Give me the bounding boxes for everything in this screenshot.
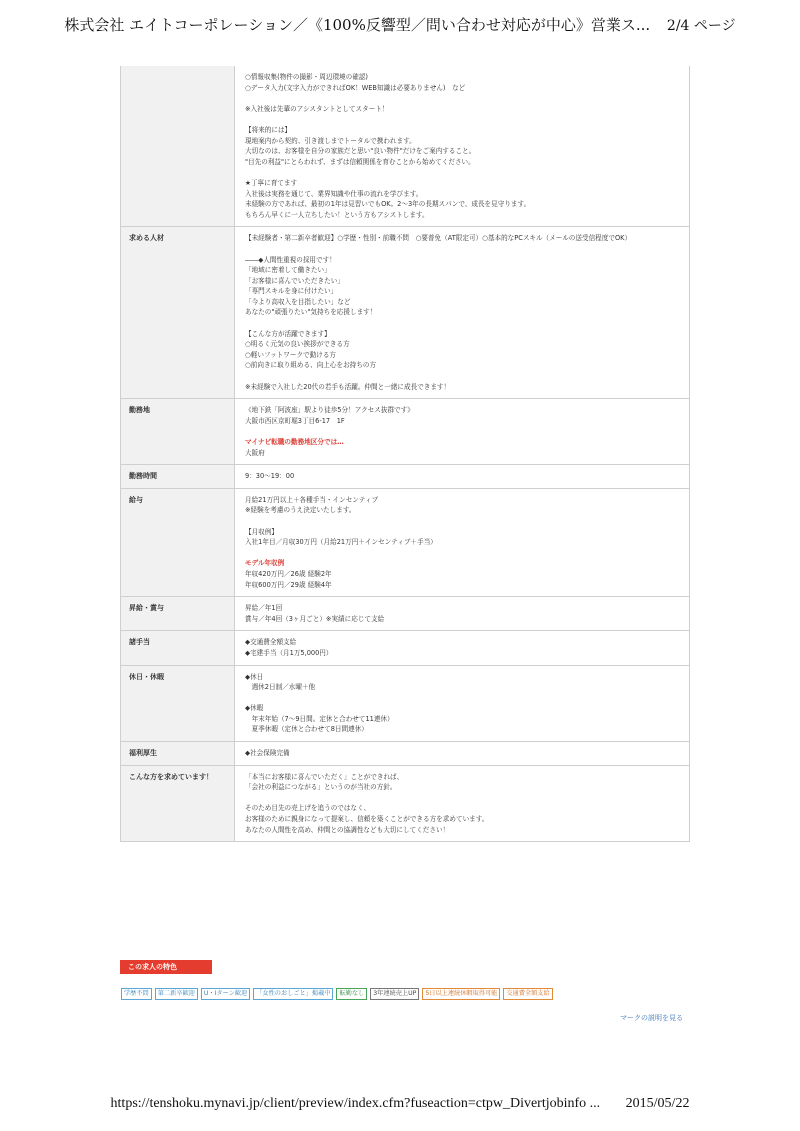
feature-badge: 第二新卒歓迎 bbox=[155, 988, 198, 1000]
feature-badge: 転勤なし bbox=[336, 988, 367, 1000]
table-row bbox=[121, 765, 689, 842]
table-row bbox=[121, 226, 689, 398]
value-line bbox=[245, 548, 679, 559]
value-line bbox=[245, 426, 679, 437]
value-line: 9：30～19：00 bbox=[245, 472, 295, 481]
value-line: お客様のために親身になって提案し、信頼を築くことができる方を求めています。 bbox=[245, 815, 489, 824]
row-value bbox=[235, 666, 689, 742]
value-line: あなたの"頑張りたい"気持ちを応援します！ bbox=[245, 308, 377, 317]
value-line bbox=[245, 114, 679, 125]
row-label: 諸手当 bbox=[121, 631, 235, 664]
table-row bbox=[121, 488, 689, 596]
print-footer-url: https://tenshoku.mynavi.jp/client/preview/index.cfm?fuseaction=ctpw_Divertjobinfo ... bbox=[110, 1096, 601, 1111]
value-line: 大阪府 bbox=[245, 448, 265, 457]
table-row bbox=[121, 665, 689, 742]
value-line: ○前向きに取り組める、向上心をお持ちの方 bbox=[245, 361, 377, 370]
value-line: 《地下鉄「阿波座」駅より徒歩5分！アクセス抜群です》 bbox=[245, 406, 414, 415]
value-line: 年収420万円／26歳 経験2年 bbox=[245, 569, 332, 578]
row-label: 福利厚生 bbox=[121, 742, 235, 765]
value-line: 大切なのは、お客様を自分の家族だと思い"良い物件"だけをご案内すること。 bbox=[245, 147, 476, 156]
value-line: 大阪市西区京町堀3丁目6-17 1F bbox=[245, 416, 345, 425]
row-value bbox=[235, 399, 689, 464]
value-line: ○軽いフットワークで動ける方 bbox=[245, 350, 337, 359]
value-line: 【未経験者・第二新卒者歓迎】○学歴・性別・前職不問 ○要普免（AT限定可）○基本的なPCスキル（メールの送受信程度でOK） bbox=[245, 234, 632, 243]
value-line: 「専門スキルを身に付けたい」 bbox=[245, 287, 338, 296]
print-header bbox=[0, 14, 800, 35]
row-value bbox=[235, 66, 689, 226]
row-value bbox=[235, 597, 689, 630]
value-line bbox=[245, 793, 679, 804]
feature-badge: 交通費全額支給 bbox=[503, 988, 552, 1000]
value-line: ◆交通費全額支給 bbox=[245, 638, 297, 647]
row-value bbox=[235, 631, 689, 664]
value-line: 「お客様に喜んでいただきたい」 bbox=[245, 276, 344, 285]
table-row bbox=[121, 630, 689, 664]
value-line: 現地案内から契約、引き渡しまでトータルで携われます。 bbox=[245, 136, 416, 145]
table-row bbox=[121, 596, 689, 630]
value-line: そのため目先の売上げを追うのではなく、 bbox=[245, 804, 371, 813]
row-label: 昇給・賞与 bbox=[121, 597, 235, 630]
feature-heading: この求人の特色 bbox=[120, 960, 212, 974]
value-line: ○情報収集(物件の撮影・周辺環境の確認) bbox=[245, 73, 368, 81]
value-line: もちろん早くに一人立ちしたい！という方もアシストします。 bbox=[245, 210, 429, 219]
value-line: ◆休暇 bbox=[245, 704, 264, 713]
print-footer bbox=[0, 1096, 800, 1112]
value-line bbox=[245, 516, 679, 527]
value-line bbox=[245, 244, 679, 255]
value-line: あなたの人間性を高め、仲間との協調性なども大切にしてください！ bbox=[245, 825, 450, 834]
feature-badges bbox=[121, 988, 553, 1000]
value-line: 夏季休暇（定休と合わせて8日間連休） bbox=[245, 725, 368, 734]
value-line: マイナビ転職の勤務地区分では… bbox=[245, 438, 344, 446]
table-row bbox=[121, 398, 689, 464]
value-line: ※未経験で入社した20代の若手も活躍。仲間と一緒に成長できます！ bbox=[245, 382, 451, 391]
value-line: 【月収例】 bbox=[245, 527, 278, 536]
row-value bbox=[235, 742, 689, 765]
job-details-table bbox=[120, 66, 690, 842]
value-line: 年末年始（7～9日間。定休と合わせて11連休） bbox=[245, 714, 394, 723]
value-line: 年収600万円／29歳 経験4年 bbox=[245, 580, 332, 589]
value-line bbox=[245, 93, 679, 104]
print-header-page: 2/4 ページ bbox=[666, 18, 736, 34]
value-line: ○データ入力(文字入力ができればOK！WEB知識は必要ありません) など bbox=[245, 83, 466, 92]
feature-badge: 5日以上連続休暇取得可能 bbox=[422, 988, 500, 1000]
value-line: ※入社後は先輩のアシスタントとしてスタート！ bbox=[245, 104, 389, 113]
row-label: 求める人材 bbox=[121, 227, 235, 398]
value-line: 「会社の利益につながる」というのが当社の方針。 bbox=[245, 783, 397, 792]
table-row bbox=[121, 741, 689, 765]
value-line: ※経験を考慮のうえ決定いたします。 bbox=[245, 506, 356, 515]
row-label: 勤務時間 bbox=[121, 465, 235, 488]
value-line: 入社1年目／月収30万円（月給21万円＋インセンティブ＋手当） bbox=[245, 538, 437, 547]
value-line: ◆宅建手当（月1万5,000円） bbox=[245, 648, 333, 657]
row-value bbox=[235, 489, 689, 596]
value-line: ○明るく元気の良い挨拶ができる方 bbox=[245, 340, 350, 349]
value-line: 「地域に密着して働きたい」 bbox=[245, 266, 331, 275]
row-label: こんな方を求めています！ bbox=[121, 766, 235, 842]
value-line bbox=[245, 167, 679, 178]
value-line bbox=[245, 693, 679, 704]
row-label: 給与 bbox=[121, 489, 235, 596]
row-value bbox=[235, 465, 689, 488]
table-row bbox=[121, 464, 689, 488]
value-line: 「本当にお客様に喜んでいただく」ことができれば、 bbox=[245, 772, 404, 781]
value-line: 月給21万円以上＋各種手当・インセンティブ bbox=[245, 495, 379, 504]
value-line: 「今より高収入を目指したい」など bbox=[245, 297, 351, 306]
value-line: ――◆人間性重視の採用です！ bbox=[245, 255, 336, 264]
value-line: 賞与／年4回（3ヶ月ごと）※実績に応じて支給 bbox=[245, 614, 385, 623]
value-line: "目先の利益"にとらわれず、まずは信頼関係を育むことから始めてください。 bbox=[245, 157, 475, 166]
mark-explanation-link[interactable]: マークの説明を見る bbox=[620, 1014, 683, 1022]
print-footer-date: 2015/05/22 bbox=[625, 1096, 690, 1111]
row-label: 休日・休暇 bbox=[121, 666, 235, 742]
value-line: ★丁寧に育てます bbox=[245, 178, 298, 187]
table-row bbox=[121, 66, 689, 226]
feature-badge: 「女性のおしごと」掲載中 bbox=[253, 988, 333, 1000]
value-line: 週休2日制／水曜＋他 bbox=[245, 683, 316, 692]
row-label: 勤務地 bbox=[121, 399, 235, 464]
value-line: ◆休日 bbox=[245, 672, 264, 681]
value-line: 【こんな方が活躍できます】 bbox=[245, 329, 331, 338]
feature-badge: U・Iターン歓迎 bbox=[201, 988, 250, 1000]
value-line: 未経験の方であれば、最初の1年は見習いでもOK。2～3年の長期スパンで、成長を見守ります。 bbox=[245, 200, 531, 209]
value-line: 昇給／年1回 bbox=[245, 604, 283, 613]
value-line: 入社後は実務を通じて、業界知識や仕事の流れを学びます。 bbox=[245, 189, 423, 198]
value-line: モデル年収例 bbox=[245, 559, 285, 568]
row-value bbox=[235, 227, 689, 398]
value-line: ◆社会保険完備 bbox=[245, 749, 290, 758]
print-header-title: 株式会社 エイトコーポレーション／《100%反響型／問い合わせ対応が中心》営業ス... bbox=[64, 16, 651, 34]
value-line bbox=[245, 371, 679, 382]
value-line bbox=[245, 318, 679, 329]
feature-badge: 3年連続売上UP bbox=[370, 988, 419, 1000]
row-value bbox=[235, 766, 689, 842]
row-label bbox=[121, 66, 235, 226]
value-line: 【将来的には】 bbox=[245, 125, 292, 134]
feature-badge: 学歴不問 bbox=[121, 988, 152, 1000]
